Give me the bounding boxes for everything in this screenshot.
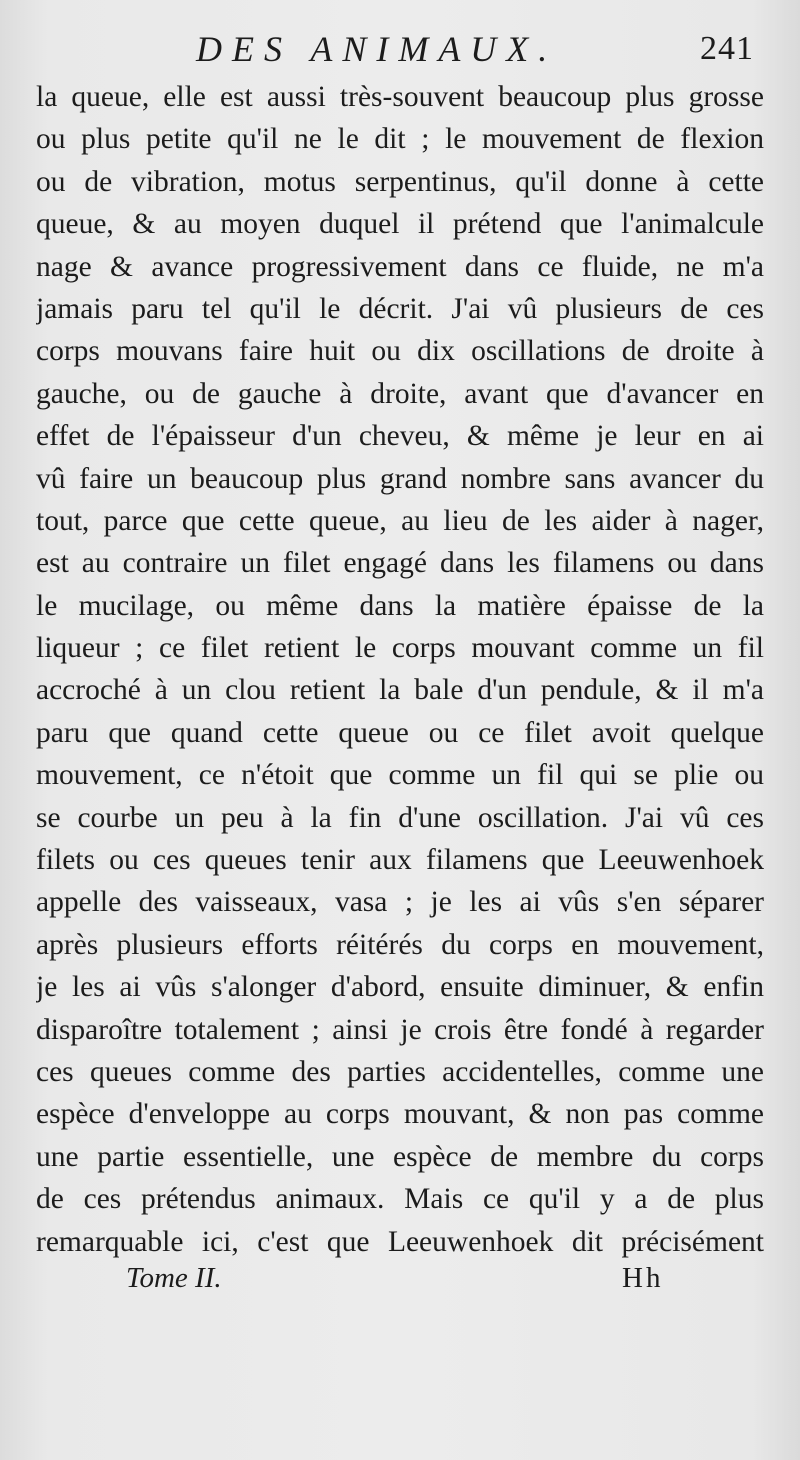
body-text bbox=[36, 76, 764, 1263]
text-line: disparoître totalement ; ainsi je crois être fondé à regarder bbox=[36, 1013, 764, 1046]
text-line: filets ou ces queues tenir aux filamens que Leeuwenhoek bbox=[36, 844, 764, 877]
text-line: une partie essentielle, une espèce de membre du corps bbox=[36, 1140, 764, 1173]
text-line: après plusieurs efforts réitérés du corps en mouvement, bbox=[36, 928, 764, 961]
text-line: espèce d'enveloppe au corps mouvant, & non pas comme bbox=[36, 1098, 764, 1131]
text-line: ou de vibration, motus serpentinus, qu'il donne à cette bbox=[36, 165, 764, 198]
volume-label: Tome II. bbox=[126, 1262, 222, 1294]
text-line: est au contraire un filet engagé dans les filamens ou dans bbox=[36, 547, 764, 580]
text-line: vû faire un beaucoup plus grand nombre sans avancer du bbox=[36, 462, 764, 495]
running-title: DES ANIMAUX. bbox=[196, 29, 558, 69]
page-number: 241 bbox=[700, 30, 754, 67]
text-line: accroché à un clou retient la bale d'un pendule, & il m'a bbox=[36, 674, 764, 707]
text-line: effet de l'épaisseur d'un cheveu, & même je leur en ai bbox=[36, 420, 764, 453]
text-line: remarquable ici, c'est que Leeuwenhoek dit précisément bbox=[36, 1225, 764, 1258]
text-line: je les ai vûs s'alonger d'abord, ensuite diminuer, & enfin bbox=[36, 971, 764, 1004]
text-line: tout, parce que cette queue, au lieu de les aider à nager, bbox=[36, 504, 764, 537]
text-line: nage & avance progressivement dans ce fluide, ne m'a bbox=[36, 250, 764, 283]
text-line: se courbe un peu à la fin d'une oscillation. J'ai vû ces bbox=[36, 801, 764, 834]
text-line: ces queues comme des parties accidentelles, comme une bbox=[36, 1055, 764, 1088]
text-line: de ces prétendus animaux. Mais ce qu'il y a de plus bbox=[36, 1183, 764, 1216]
page-footer bbox=[0, 1262, 800, 1302]
text-line: la queue, elle est aussi très-souvent beaucoup plus grosse bbox=[36, 81, 764, 113]
text-line: ou plus petite qu'il ne le dit ; le mouvement de flexion bbox=[36, 123, 764, 156]
text-line: mouvement, ce n'étoit que comme un fil qui se plie ou bbox=[36, 759, 764, 792]
text-line: paru que quand cette queue ou ce filet avoit quelque bbox=[36, 716, 764, 749]
text-line: liqueur ; ce filet retient le corps mouvant comme un fil bbox=[36, 632, 764, 665]
running-head bbox=[0, 26, 800, 70]
text-line: corps mouvans faire huit ou dix oscillations de droite à bbox=[36, 335, 764, 368]
text-line: appelle des vaisseaux, vasa ; je les ai vûs s'en séparer bbox=[36, 886, 764, 919]
text-line: gauche, ou de gauche à droite, avant que d'avancer en bbox=[36, 377, 764, 410]
text-line: queue, & au moyen duquel il prétend que l'animalcule bbox=[36, 208, 764, 241]
signature-mark: Hh bbox=[622, 1262, 664, 1294]
text-line: jamais paru tel qu'il le décrit. J'ai vû plusieurs de ces bbox=[36, 292, 764, 325]
text-line: le mucilage, ou même dans la matière épaisse de la bbox=[36, 589, 764, 622]
